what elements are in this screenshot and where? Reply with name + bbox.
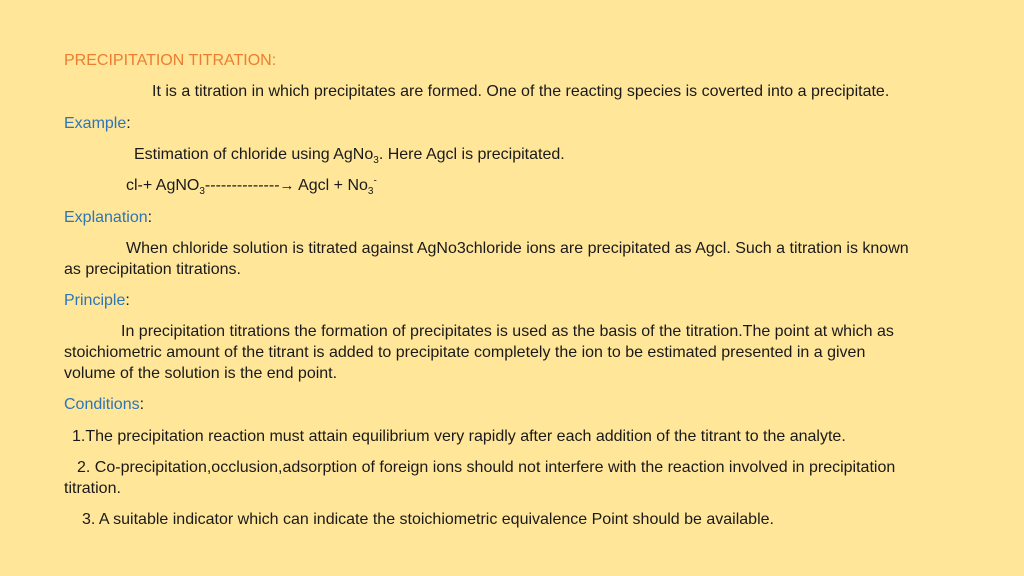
explanation-heading: Explanation	[64, 209, 148, 226]
explanation-colon: :	[147, 209, 153, 226]
arrow-right-icon: →	[279, 177, 295, 194]
example-text	[134, 144, 565, 165]
principle-line-1: In precipitation titrations the formation of precipitates is used as the basis of the titration.The point at which as	[121, 323, 894, 340]
principle-line-2: stoichiometric amount of the titrant is added to precipitate completely the ion to be estimated presented in a given	[64, 344, 866, 361]
principle-heading: Principle	[64, 292, 126, 309]
condition-item-2-line-2: titration.	[64, 480, 121, 497]
conditions-heading-row	[64, 394, 144, 415]
intro-text: It is a titration in which precipitates are formed. One of the reacting species is coverted into a precipitate.	[152, 83, 890, 100]
example-colon: :	[126, 115, 131, 132]
example-text-post: . Here Agcl is precipitated.	[378, 146, 565, 163]
example-heading-row	[64, 113, 131, 134]
principle-heading-row	[64, 290, 130, 311]
example-text-sub: 3	[373, 155, 379, 167]
condition-item-1: 1.The precipitation reaction must attain equilibrium very rapidly after each addition of the titrant to the analyte.	[72, 428, 846, 445]
equation-right-sub: 3	[367, 186, 374, 198]
slide-title: PRECIPITATION TITRATION:	[64, 52, 277, 69]
equation-left: cl-+ AgNO	[126, 177, 200, 194]
example-text-pre: Estimation of chloride using AgNo	[134, 146, 374, 163]
principle-line-3: volume of the solution is the end point.	[64, 365, 338, 382]
equation-right: Agcl + No	[294, 177, 368, 194]
explanation-heading-row	[64, 207, 152, 228]
conditions-heading: Conditions	[64, 396, 140, 413]
example-heading: Example	[64, 115, 127, 132]
explanation-line-2: as precipitation titrations.	[64, 261, 241, 278]
equation-right-sup: -	[373, 175, 377, 187]
reaction-equation	[126, 175, 377, 196]
condition-item-3: 3. A suitable indicator which can indicate the stoichiometric equivalence Point should be available.	[82, 511, 774, 528]
equation-dashes: --------------	[204, 177, 280, 194]
equation-left-sub: 3	[199, 186, 205, 198]
conditions-colon: :	[139, 396, 145, 413]
principle-colon: :	[125, 292, 130, 309]
explanation-line-1: When chloride solution is titrated against AgNo3chloride ions are precipitated as Agcl. Such a titration is known	[126, 240, 909, 257]
condition-item-2-line-1: 2. Co-precipitation,occlusion,adsorption of foreign ions should not interfere with the reaction involved in precipitation	[77, 459, 896, 476]
